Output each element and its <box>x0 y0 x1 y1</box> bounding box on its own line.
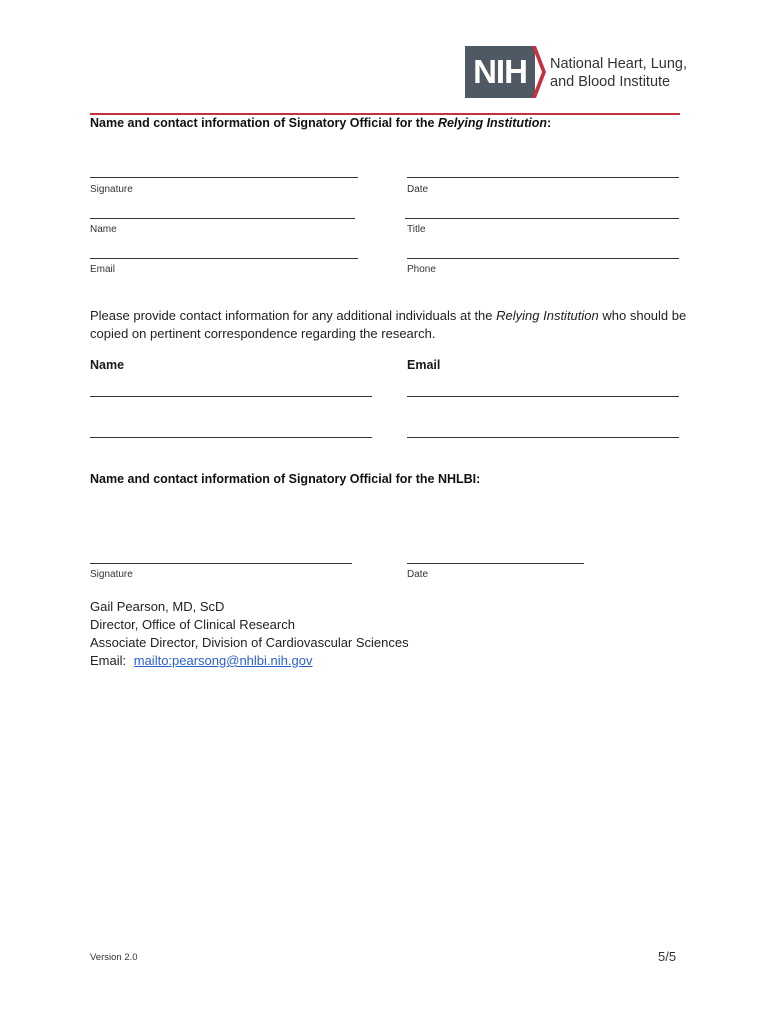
email-line[interactable] <box>90 258 358 259</box>
paragraph-line1 <box>90 307 690 325</box>
contact-role1: Director, Office of Clinical Research <box>90 617 295 632</box>
email-label: Email: <box>90 653 127 668</box>
signature-line[interactable] <box>90 177 358 178</box>
email-column-heading: Email <box>407 358 441 372</box>
nhlbi-signature-line[interactable] <box>90 563 352 564</box>
heading-em: Relying Institution <box>437 116 547 130</box>
signature-caption: Signature <box>90 184 133 195</box>
paragraph-line2: copied on pertinent correspondence regarding the research. <box>90 326 436 341</box>
date-caption: Date <box>407 184 429 195</box>
nih-logo-abbrev: NIH <box>473 53 527 90</box>
header-divider <box>90 113 680 115</box>
heading-prefix: Name and contact information of Signatory Official for the <box>90 116 438 130</box>
logo-chevron-icon <box>532 46 546 98</box>
institute-name-line1: National Heart, Lung, <box>550 56 688 72</box>
additional-contacts-paragraph <box>90 307 690 343</box>
title-line[interactable] <box>405 218 679 219</box>
institute-name-line2: and Blood Institute <box>550 74 671 90</box>
additional-email-line[interactable] <box>407 437 679 438</box>
additional-name-line[interactable] <box>90 396 372 397</box>
phone-line[interactable] <box>407 258 679 259</box>
version-label: Version 2.0 <box>90 952 138 963</box>
phone-caption: Phone <box>407 264 436 275</box>
para-em: Relying Institution <box>496 308 599 323</box>
email-link[interactable]: mailto:pearsong@nhlbi.nih.gov <box>133 653 313 668</box>
nhlbi-signatory-heading: Name and contact information of Signatory Official for the NHLBI: <box>90 472 481 486</box>
para-prefix: Please provide contact information for any additional individuals at the <box>90 308 497 323</box>
institute-name <box>550 55 687 91</box>
nhlbi-date-caption: Date <box>407 569 429 580</box>
heading-suffix: : <box>546 116 552 130</box>
contact-role2: Associate Director, Division of Cardiovascular Sciences <box>90 635 409 650</box>
additional-email-line[interactable] <box>407 396 679 397</box>
name-caption: Name <box>90 224 117 235</box>
title-caption: Title <box>407 224 426 235</box>
page-number: 5/5 <box>658 949 677 964</box>
nhlbi-date-line[interactable] <box>407 563 584 564</box>
email-caption: Email <box>90 264 116 275</box>
contact-name: Gail Pearson, MD, ScD <box>90 599 225 614</box>
para-suffix: who should be <box>598 308 687 323</box>
date-line[interactable] <box>407 177 679 178</box>
nhlbi-signature-caption: Signature <box>90 569 133 580</box>
relying-signatory-heading <box>90 116 551 130</box>
additional-name-line[interactable] <box>90 437 372 438</box>
nhlbi-contact-block <box>90 598 409 670</box>
contact-email-row <box>90 652 409 670</box>
name-column-heading: Name <box>90 358 125 372</box>
name-line[interactable] <box>90 218 355 219</box>
